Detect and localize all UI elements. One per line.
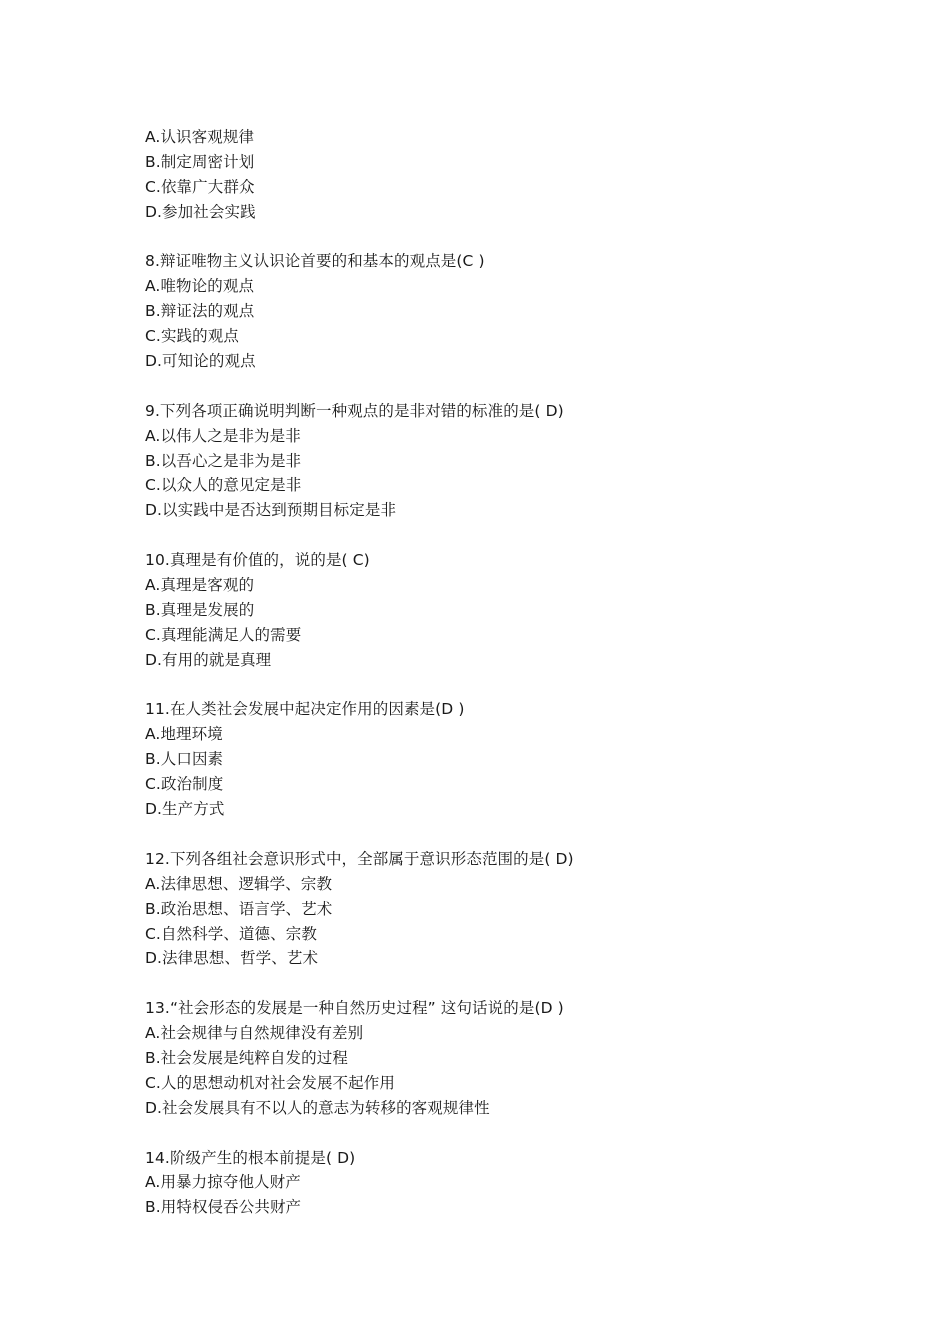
spacer	[145, 673, 865, 698]
option-line: A.认识客观规律	[145, 128, 255, 146]
question-8	[145, 249, 865, 373]
question-stem: 14.阶级产生的根本前提是( D)	[145, 1148, 356, 1167]
option-line: C.政治制度	[145, 775, 224, 794]
option-line: C.人的思想动机对社会发展不起作用	[145, 1073, 395, 1092]
option-line: D.可知论的观点	[145, 352, 256, 371]
option-line: B.人口因素	[145, 750, 224, 769]
question-stem: 9.下列各项正确说明判断一种观点的是非对错的标准的是( D)	[145, 401, 564, 420]
option-line: B.政治思想、语言学、艺术	[145, 899, 333, 918]
option-line: A.用暴力掠夺他人财产	[145, 1173, 301, 1192]
spacer	[145, 225, 865, 250]
spacer	[145, 374, 865, 399]
option-line: B.以吾心之是非为是非	[145, 451, 302, 470]
question-stem: 10.真理是有价值的，说的是( C)	[145, 551, 370, 570]
option-line: B.制定周密计划	[145, 152, 255, 171]
option-line: A.法律思想、逻辑学、宗教	[145, 874, 333, 893]
option-line: C.真理能满足人的需要	[145, 625, 302, 644]
option-line: D.有用的就是真理	[145, 650, 272, 669]
spacer	[145, 822, 865, 847]
question-12	[145, 847, 865, 971]
option-line: C.以众人的意见定是非	[145, 476, 302, 495]
option-line: B.辩证法的观点	[145, 302, 255, 321]
option-line: D.社会发展具有不以人的意志为转移的客观规律性	[145, 1098, 490, 1117]
option-line: A.真理是客观的	[145, 576, 255, 595]
option-line: C.依靠广大群众	[145, 177, 255, 196]
question-10	[145, 548, 865, 672]
option-line: A.地理环境	[145, 725, 223, 744]
question-stem: 8.辩证唯物主义认识论首要的和基本的观点是(C )	[145, 252, 485, 271]
question-list	[145, 125, 865, 1220]
option-line: B.真理是发展的	[145, 600, 255, 619]
spacer	[145, 971, 865, 996]
question-stem: 12.下列各组社会意识形式中，全部属于意识形态范围的是( D)	[145, 849, 574, 868]
option-line: D.参加社会实践	[145, 202, 256, 221]
option-line: A.唯物论的观点	[145, 277, 255, 296]
option-line: D.法律思想、哲学、艺术	[145, 949, 319, 968]
option-line: B.社会发展是纯粹自发的过程	[145, 1048, 348, 1067]
spacer	[145, 523, 865, 548]
option-line: C.实践的观点	[145, 327, 239, 346]
option-line: C.自然科学、道德、宗教	[145, 924, 317, 943]
option-line: D.以实践中是否达到预期目标定是非	[145, 501, 397, 520]
question-stem: 11.在人类社会发展中起决定作用的因素是(D )	[145, 700, 465, 719]
question-14	[145, 1146, 865, 1221]
question-stem: 13.“社会形态的发展是一种自然历史过程” 这句话说的是(D )	[145, 999, 564, 1018]
option-line: B.用特权侵吞公共财产	[145, 1198, 302, 1217]
question-11	[145, 697, 865, 821]
option-line: A.以伟人之是非为是非	[145, 426, 301, 445]
leading-options	[145, 125, 865, 225]
spacer	[145, 1121, 865, 1146]
option-line: D.生产方式	[145, 800, 225, 819]
option-line: A.社会规律与自然规律没有差别	[145, 1024, 364, 1043]
question-9	[145, 399, 865, 523]
question-13	[145, 996, 865, 1120]
